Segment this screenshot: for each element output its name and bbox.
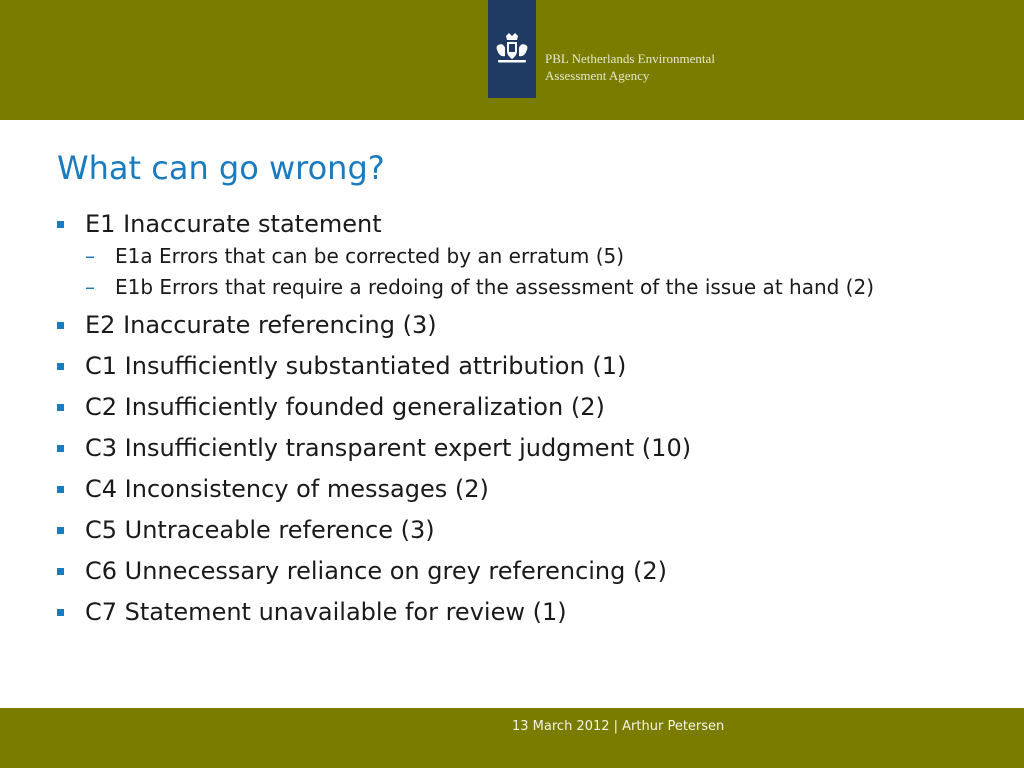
dash-marker: – (85, 244, 95, 268)
agency-name-line1: PBL Netherlands Environmental (545, 51, 715, 66)
sub-bullet-text: E1b Errors that require a redoing of the assessment of the issue at hand (2) (115, 275, 875, 299)
bullet-item: E1 Inaccurate statement (57, 204, 987, 245)
dash-marker: – (85, 275, 95, 299)
footer-text: 13 March 2012 | Arthur Petersen (512, 719, 725, 734)
bullet-item: C7 Statement unavailable for review (1) (57, 592, 987, 633)
bullet-item: C5 Untraceable reference (3) (57, 510, 987, 551)
bullet-item: C4 Inconsistency of messages (2) (57, 469, 987, 510)
bullet-list (57, 204, 987, 633)
agency-name (545, 50, 715, 84)
bullet-item: E2 Inaccurate referencing (3) (57, 305, 987, 346)
sub-bullet-item (57, 241, 987, 272)
bullet-item: C2 Insufficiently founded generalization (2) (57, 387, 987, 428)
slide-title: What can go wrong? (57, 149, 385, 187)
bullet-item: C1 Insufficiently substantiated attribution (1) (57, 346, 987, 387)
royal-coat-of-arms-icon (492, 32, 532, 66)
footer-band (0, 708, 1024, 768)
logo-block (488, 0, 536, 98)
sub-bullet-text: E1a Errors that can be corrected by an erratum (5) (115, 244, 625, 268)
agency-name-line2: Assessment Agency (545, 68, 650, 83)
bullet-item: C3 Insufficiently transparent expert judgment (10) (57, 428, 987, 469)
bullet-item: C6 Unnecessary reliance on grey referencing (2) (57, 551, 987, 592)
sub-bullet-item (57, 272, 965, 303)
